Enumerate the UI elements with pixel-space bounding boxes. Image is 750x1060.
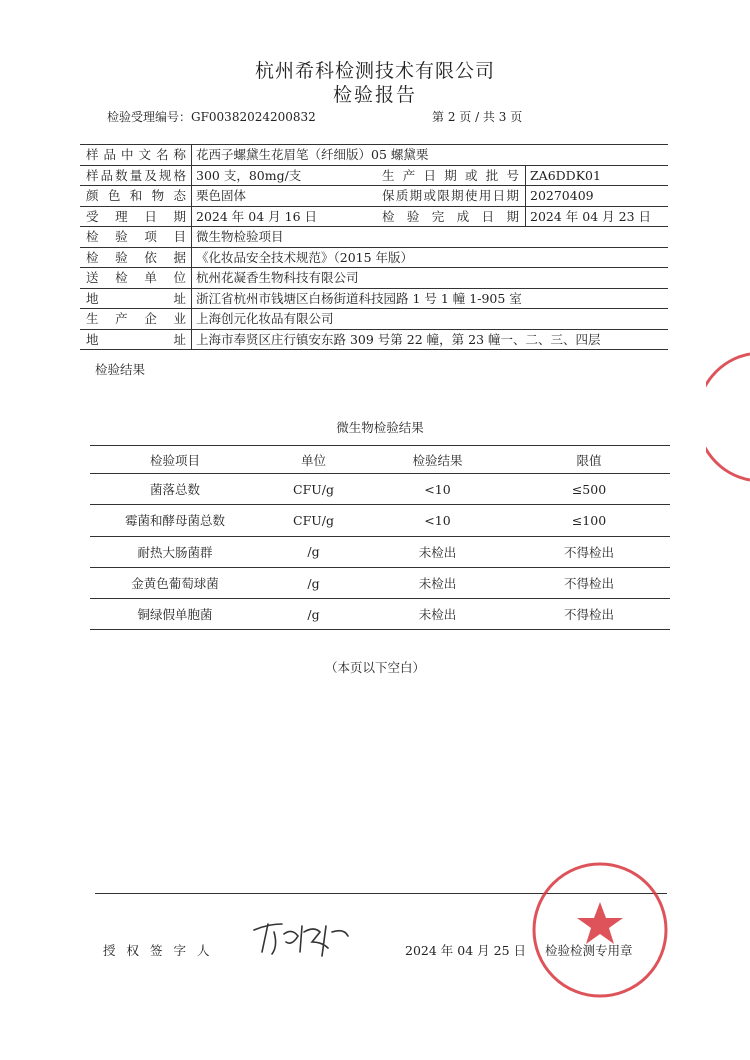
signature-image [248, 912, 358, 960]
table-row [90, 505, 670, 536]
info-label: 颜色和物态 [86, 188, 186, 203]
info-value: 栗色固体 [196, 188, 247, 203]
info-value: ZA6DDK01 [530, 167, 601, 183]
table-cell: /g [260, 567, 367, 598]
table-cell: 耐热大肠菌群 [90, 536, 260, 567]
table-row [90, 536, 670, 567]
info-value: 300 支，80mg/支 [196, 167, 302, 183]
micro-result-table [90, 445, 670, 630]
stamp-label: 检验检测专用章 [545, 943, 633, 958]
official-seal-image [530, 860, 670, 1000]
info-value: 上海市奉贤区庄行镇安东路 309 号第 22 幢，第 23 幢一、二、三、四层 [196, 331, 601, 347]
table-cell: CFU/g [260, 505, 367, 536]
table-cell: 不得检出 [508, 567, 670, 598]
info-row-dates [80, 207, 668, 228]
table-row [90, 474, 670, 505]
partial-seal-image [706, 352, 750, 482]
table-cell: 未检出 [367, 599, 508, 630]
info-label: 送检单位 [86, 270, 186, 285]
info-row-submitter [80, 268, 668, 289]
info-label: 地址 [86, 331, 186, 347]
info-row-color [80, 186, 668, 207]
table-row [90, 599, 670, 630]
acceptance-number: 检验受理编号：GF00382024200832 [107, 110, 316, 124]
column-header: 限值 [508, 446, 670, 474]
table-cell: 菌落总数 [90, 474, 260, 505]
info-row-sample-name [80, 145, 668, 166]
table-cell: ≤100 [508, 505, 670, 536]
info-label: 检验项目 [86, 229, 186, 244]
info-label: 检验完成日期 [382, 208, 519, 224]
table-header-row [90, 446, 670, 474]
table-cell: <10 [367, 505, 508, 536]
report-title: 检验报告 [332, 84, 417, 106]
table-cell: <10 [367, 474, 508, 505]
info-label: 样品数量及规格 [86, 167, 186, 183]
info-value: 2024 年 04 月 23 日 [530, 208, 651, 224]
info-value: 《化妆品安全技术规范》（2015 年版） [196, 249, 414, 265]
table-cell: /g [260, 599, 367, 630]
table-cell: 不得检出 [508, 536, 670, 567]
table-cell: 金黄色葡萄球菌 [90, 567, 260, 598]
info-label: 样品中文名称 [86, 147, 186, 162]
table-cell: 未检出 [367, 536, 508, 567]
sample-info-table [80, 144, 668, 350]
info-row-manufacturer-address [80, 330, 668, 350]
info-label: 保质期或限期使用日期 [382, 188, 519, 203]
info-label: 生产企业 [86, 311, 186, 326]
info-row-basis [80, 248, 668, 269]
table-cell: /g [260, 536, 367, 567]
info-row-submitter-address [80, 289, 668, 310]
sign-date: 2024 年 04 月 25 日 [405, 943, 526, 958]
info-value: 2024 年 04 月 16 日 [196, 208, 317, 224]
table-cell: 霉菌和酵母菌总数 [90, 505, 260, 536]
page-info: 第 2 页 / 共 3 页 [432, 110, 523, 124]
table-cell: 不得检出 [508, 599, 670, 630]
info-value: 浙江省杭州市钱塘区白杨街道科技园路 1 号 1 幢 1-905 室 [196, 290, 522, 306]
info-value: 花西子螺黛生花眉笔（纤细版）05 螺黛栗 [196, 147, 429, 162]
table-row [90, 567, 670, 598]
info-row-quantity [80, 166, 668, 187]
column-header: 单位 [260, 446, 367, 474]
table-cell: CFU/g [260, 474, 367, 505]
micro-table-title: 微生物检验结果 [336, 420, 424, 435]
blank-note: （本页以下空白） [324, 660, 425, 675]
result-section-label: 检验结果 [95, 362, 146, 377]
info-label: 生产日期或批号 [382, 167, 519, 183]
column-header: 检验结果 [367, 446, 508, 474]
info-label: 检验依据 [86, 249, 186, 265]
info-value: 上海创元化妆品有限公司 [196, 311, 334, 326]
info-label: 地址 [86, 290, 186, 306]
column-header: 检验项目 [90, 446, 260, 474]
info-value: 微生物检验项目 [196, 229, 284, 244]
info-row-manufacturer [80, 309, 668, 330]
table-cell: 铜绿假单胞菌 [90, 599, 260, 630]
signatory-label: 授权签字人 [103, 943, 221, 958]
company-name: 杭州希科检测技术有限公司 [254, 60, 495, 82]
table-cell: ≤500 [508, 474, 670, 505]
info-value: 20270409 [530, 188, 594, 203]
info-label: 受理日期 [86, 208, 186, 224]
info-value: 杭州花凝香生物科技有限公司 [196, 270, 359, 285]
info-row-items [80, 227, 668, 248]
table-cell: 未检出 [367, 567, 508, 598]
